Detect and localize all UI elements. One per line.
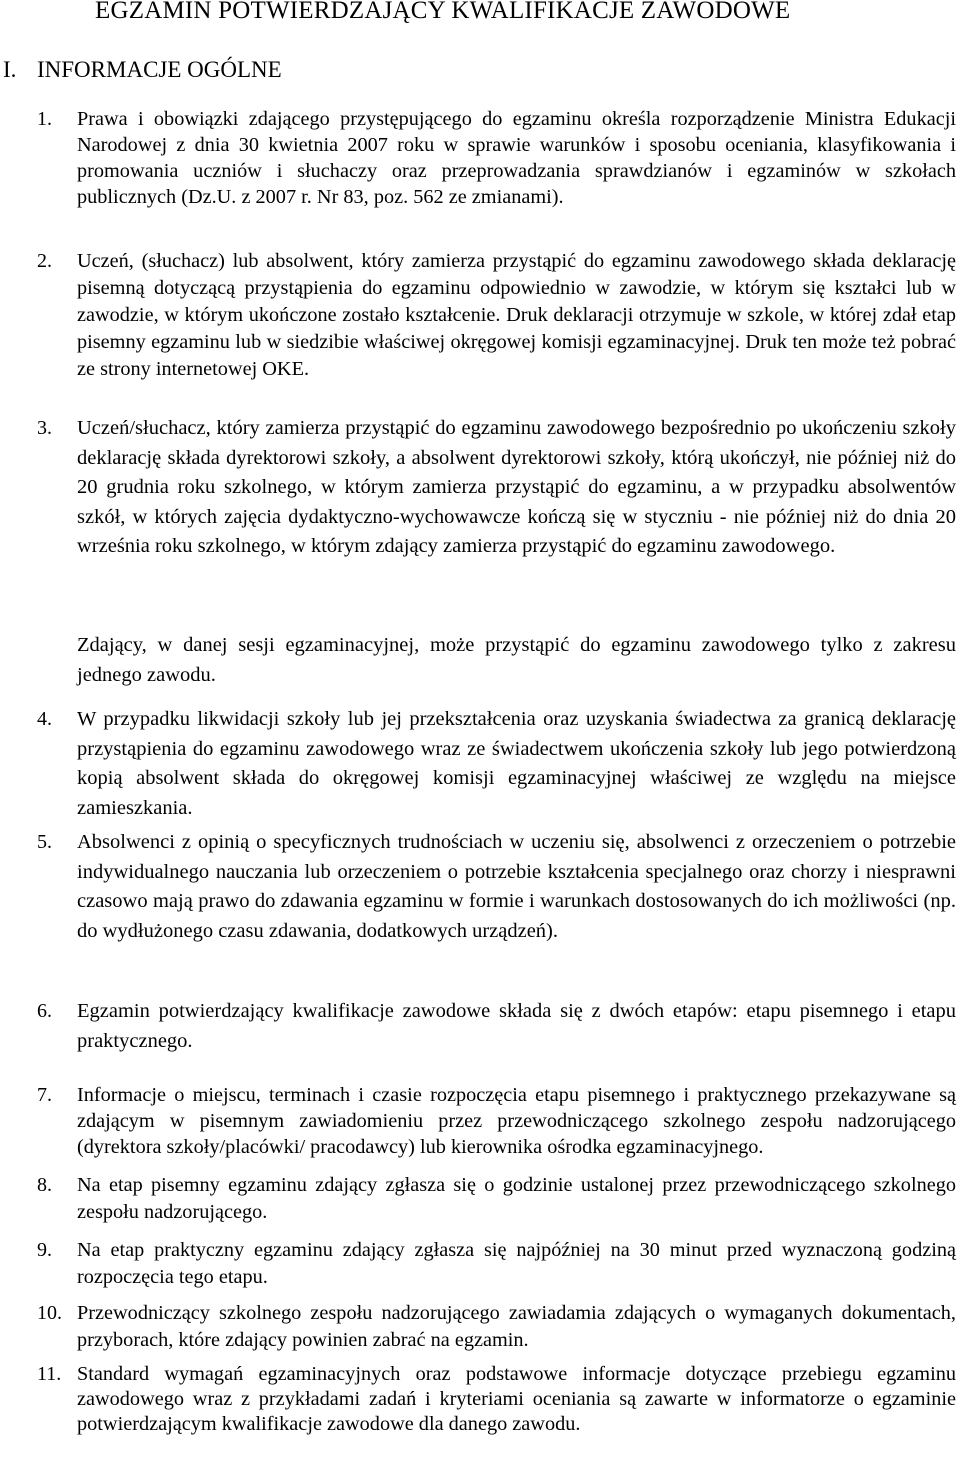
item-text: Na etap praktyczny egzaminu zdający zgłasza się najpóźniej na 30 minut przed wyznaczoną godziną rozpoczęcia tego etapu. [77, 1239, 956, 1288]
item-number: 8. [37, 1174, 52, 1196]
section-title: INFORMACJE OGÓLNE [37, 57, 282, 82]
item-number: 7. [37, 1084, 52, 1106]
item-text: Uczeń, (słuchacz) lub absolwent, który zamierza przystąpić do egzaminu zawodowego składa deklarację pisemną dotyczącą przystąpienia do egzaminu odpowiednio w zawodzie, w którym się kształci lub w zawodzie, w którym ukończone zostało kształcenie. Druk deklaracji otrzymuje w szkole, w której zdał etap pisemny egzaminu lub w siedzibie właściwej okręgowej komisji egzaminacyjnej. Druk ten może też pobrać ze strony internetowej OKE. [77, 250, 956, 380]
item-number: 3. [37, 417, 52, 439]
section-number: I. [3, 57, 17, 82]
document-title: EGZAMIN POTWIERDZAJĄCY KWALIFIKACJE ZAWODOWE [95, 0, 791, 24]
item-number: 1. [37, 108, 52, 130]
item-text: Standard wymagań egzaminacyjnych oraz podstawowe informacje dotyczące przebiegu egzaminu zawodowego wraz z przykładami zadań i kryteriami oceniania są zawarte w informatorze o egzaminie potwierdzającym kwalifikacje zawodowe dla danego zawodu. [77, 1363, 956, 1435]
item-number: 10. [37, 1302, 62, 1324]
item-text: Egzamin potwierdzający kwalifikacje zawodowe składa się z dwóch etapów: etapu pisemnego i etapu praktycznego. [77, 1000, 956, 1052]
item-number: 2. [37, 250, 52, 272]
item-3-note: Zdający, w danej sesji egzaminacyjnej, może przystąpić do egzaminu zawodowego tylko z zakresu jednego zawodu. [77, 634, 956, 686]
item-text: Przewodniczący szkolnego zespołu nadzorującego zawiadamia zdających o wymaganych dokumentach, przyborach, które zdający powinien zabrać na egzamin. [77, 1302, 956, 1351]
item-text: W przypadku likwidacji szkoły lub jej przekształcenia oraz uzyskania świadectwa za granicą deklarację przystąpienia do egzaminu zawodowego wraz ze świadectwem ukończenia szkoły lub jego potwierdzoną kopią absolwent składa do okręgowej komisji egzaminacyjnej właściwej ze względu na miejsce zamieszkania. [77, 708, 956, 819]
item-text: Absolwenci z opinią o specyficznych trudnościach w uczeniu się, absolwenci z orzeczeniem o potrzebie indywidualnego nauczania lub orzeczeniem o potrzebie kształcenia specjalnego oraz chorzy i niesprawni czasowo mają prawo do zdawania egzaminu w formie i warunkach dostosowanych do ich możliwości (np. do wydłużonego czasu zdawania, dodatkowych urządzeń). [77, 831, 956, 942]
item-number: 4. [37, 708, 52, 730]
item-number: 5. [37, 831, 52, 853]
item-text: Na etap pisemny egzaminu zdający zgłasza się o godzinie ustalonej przez przewodniczącego szkolnego zespołu nadzorującego. [77, 1174, 956, 1223]
item-text: Uczeń/słuchacz, który zamierza przystąpić do egzaminu zawodowego bezpośrednio po ukończeniu szkoły deklarację składa dyrektorowi szkoły, a absolwent dyrektorowi szkoły, którą ukończył, nie później niż do 20 grudnia roku szkolnego, w którym zamierza przystąpić do egzaminu, a w przypadku absolwentów szkół, w których zajęcia dydaktyczno-wychowawcze kończą się w styczniu - nie później niż do dnia 20 września roku szkolnego, w którym zdający zamierza przystąpić do egzaminu zawodowego. [77, 417, 956, 557]
section-heading [3, 55, 282, 85]
item-number: 6. [37, 1000, 52, 1022]
item-text: Informacje o miejscu, terminach i czasie rozpoczęcia etapu pisemnego i praktycznego przekazywane są zdającym w pisemnym zawiadomieniu przez przewodniczącego szkolnego zespołu nadzorującego (dyrektora szkoły/placówki/ pracodawcy) lub kierownika ośrodka egzaminacyjnego. [77, 1084, 956, 1158]
item-number: 9. [37, 1239, 52, 1261]
item-number: 11. [37, 1363, 62, 1385]
item-text: Prawa i obowiązki zdającego przystępującego do egzaminu określa rozporządzenie Ministra Edukacji Narodowej z dnia 30 kwietnia 2007 roku w sprawie warunków i sposobu oceniania, klasyfikowania i promowania uczniów i słuchaczy oraz przeprowadzania sprawdzianów i egzaminów w szkołach publicznych (Dz.U. z 2007 r. Nr 83, poz. 562 ze zmianami). [77, 108, 956, 208]
